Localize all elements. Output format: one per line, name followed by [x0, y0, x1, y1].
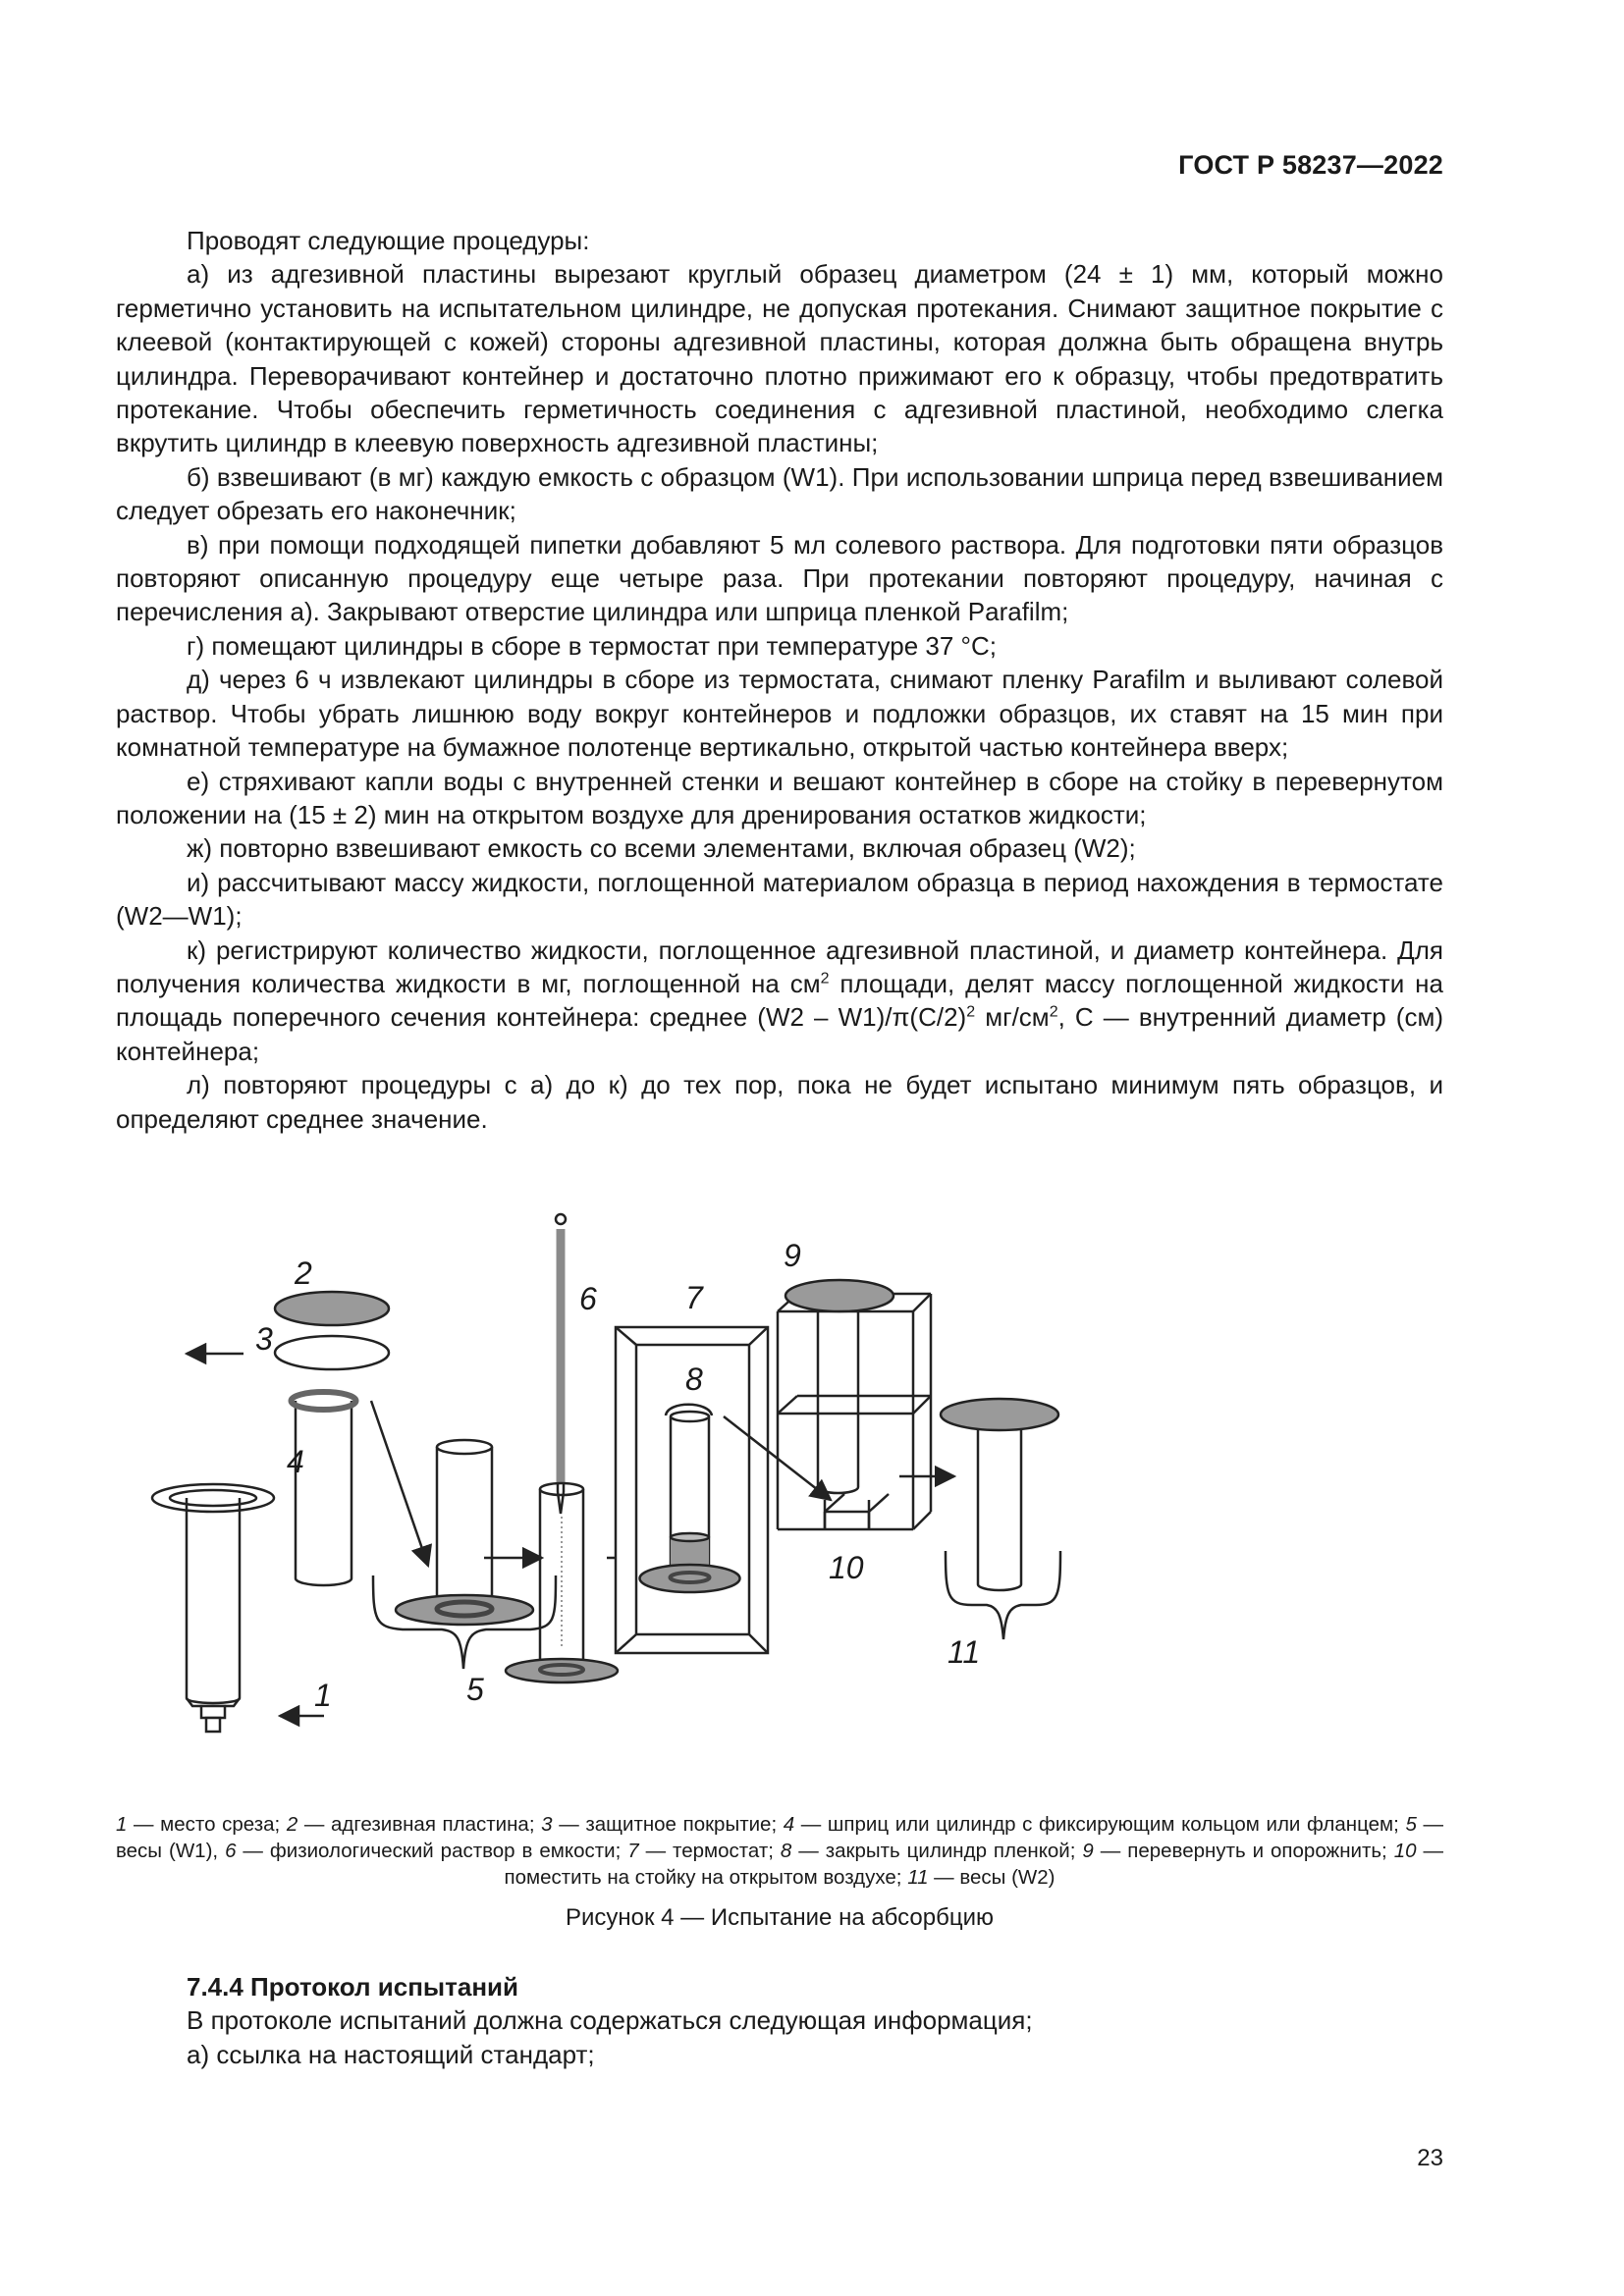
- label-5: 5: [466, 1672, 484, 1707]
- label-4: 4: [287, 1444, 304, 1479]
- label-2: 2: [295, 1255, 312, 1291]
- section-intro: В протоколе испытаний должна содержаться следующая информация;: [187, 2005, 1033, 2036]
- item-k-part1: к) регистрируют количество жидкости, поглощенное адгезивной пластиной, и диаметр контейнера. Для получения количества жидкости в мг, поглощенной на см: [116, 934, 1443, 998]
- legend-num-7: 7: [627, 1840, 639, 1862]
- label-11: 11: [947, 1634, 981, 1670]
- scale-w1-assembly: [373, 1440, 556, 1669]
- cylinder-to-scale-arrow: [371, 1401, 428, 1566]
- item-k-part2: площади, делят массу поглощенной жидкости на площадь поперечного сечения контейнера: среднее (W2 – W1)/π(C/2): [116, 968, 1443, 1033]
- protective-cover-disc: [275, 1336, 389, 1369]
- adhesive-plate-disc: [275, 1292, 389, 1325]
- procedure-item-i: и) рассчитывают массу жидкости, поглощенной материалом образца в период нахождения в термостате (W2—W1);: [116, 867, 1443, 932]
- procedure-item-zh: ж) повторно взвешивают емкость со всеми элементами, включая образец (W2);: [187, 833, 1136, 864]
- legend-num-6: 6: [225, 1840, 237, 1862]
- procedure-item-b: б) взвешивают (в мг) каждую емкость с образцом (W1). При использовании шприца перед взвешиванием следует обрезать его наконечник;: [116, 461, 1443, 526]
- legend-text-2: — адгезивная пластина;: [298, 1813, 542, 1836]
- absorption-test-figure: [118, 1207, 1453, 1796]
- procedure-item-e: е) стряхивают капли воды с внутренней стенки и вешают контейнер в сборе на стойку в перевернутом положении на (15 ± 2) мин на открытом воздухе для дренирования остатков жидкости;: [116, 766, 1443, 829]
- procedure-item-g: г) помещают цилиндры в сборе в термостат при температуре 37 °C;: [187, 630, 997, 661]
- legend-text-10: — поместить на стойку на открытом воздухе;: [504, 1840, 1443, 1889]
- legend-num-11: 11: [907, 1866, 929, 1889]
- label-6: 6: [579, 1281, 597, 1316]
- section-item-a: а) ссылка на настоящий стандарт;: [187, 2039, 595, 2069]
- label-10: 10: [829, 1550, 864, 1585]
- legend-num-4: 4: [783, 1813, 795, 1836]
- legend-num-3: 3: [541, 1813, 553, 1836]
- label-8: 8: [685, 1362, 703, 1397]
- procedure-text: [116, 224, 1443, 1136]
- procedure-item-a: а) из адгезивной пластины вырезают круглый образец диаметром (24 ± 1) мм, который можно герметично установить на испытательном цилиндре, не допуская протекания. Снимают защитное покрытие с клеевой (контактирующей с кожей) стороны адгезивной пластины, которая должна быть обращена внутрь цилиндра. Переворачивают контейнер и достаточно плотно прижимают его к образцу, чтобы предотвратить протекание. Чтобы обеспечить герметичность соединения с адгезивной пластиной, необходимо слегка вкрутить цилиндр в клеевую поверхность адгезивной пластины;: [116, 259, 1443, 458]
- label-3: 3: [255, 1321, 273, 1357]
- legend-num-8: 8: [780, 1840, 792, 1862]
- legend-text-6: — физиологический раствор в емкости;: [236, 1840, 628, 1862]
- section-7-4-4: [187, 1970, 1443, 2071]
- label-9: 9: [784, 1238, 801, 1273]
- label-1: 1: [314, 1678, 332, 1713]
- figure-drawing: [118, 1207, 1453, 1796]
- legend-num-1: 1: [116, 1813, 128, 1836]
- figure-legend: [116, 1811, 1443, 1891]
- superscript-2: 2: [966, 1003, 976, 1021]
- open-cylinder: [292, 1392, 356, 1585]
- label-7: 7: [685, 1280, 703, 1315]
- procedure-intro: Проводят следующие процедуры:: [187, 226, 590, 255]
- drying-rack: [778, 1294, 931, 1529]
- legend-text-9: — перевернуть и опорожнить;: [1093, 1840, 1394, 1862]
- figure-caption: Рисунок 4 — Испытание на абсорбцию: [565, 1904, 995, 1931]
- legend-text-4: — шприц или цилиндр с фиксирующим кольцом или фланцем;: [794, 1813, 1406, 1836]
- legend-num-10: 10: [1393, 1840, 1417, 1862]
- legend-num-5: 5: [1405, 1813, 1417, 1836]
- item-k-part3: мг/см: [975, 1002, 1050, 1033]
- legend-text-7: — термостат;: [638, 1840, 781, 1862]
- legend-num-9: 9: [1082, 1840, 1094, 1862]
- scale-w2-assembly: [941, 1399, 1060, 1639]
- legend-text-3: — защитное покрытие;: [552, 1813, 784, 1836]
- legend-text-1: — место среза;: [127, 1813, 287, 1836]
- superscript-2: 2: [820, 970, 830, 988]
- section-heading: 7.4.4 Протокол испытаний: [187, 1972, 518, 2002]
- legend-num-2: 2: [286, 1813, 298, 1836]
- legend-text-8: — закрыть цилиндр пленкой;: [791, 1840, 1083, 1862]
- legend-text-5: — весы (W1),: [116, 1813, 1443, 1862]
- page-number: 23: [1417, 2145, 1443, 2171]
- procedure-item-d: д) через 6 ч извлекают цилиндры в сборе из термостата, снимают пленку Parafilm и выливают солевой раствор. Чтобы убрать лишнюю воду вокруг контейнеров и подложки образцов, их ставят на 15 мин при комнатной температуре на бумажное полотенце вертикально, открытой частью контейнера вверх;: [116, 665, 1443, 763]
- procedure-item-k: [116, 934, 1443, 1069]
- superscript-2: 2: [1049, 1003, 1058, 1021]
- syringe-with-flange: [152, 1484, 274, 1732]
- procedure-item-v: в) при помощи подходящей пипетки добавляют 5 мл солевого раствора. Для подготовки пяти образцов повторяют описанную процедуру еще четыре раза. При протекании повторяют процедуру, начиная с перечисления а). Закрывают отверстие цилиндра или шприца пленкой Parafilm;: [116, 529, 1443, 627]
- item-k-part4: , C — внутренний диаметр (см) контейнера;: [116, 1002, 1443, 1066]
- procedure-item-l: л) повторяют процедуры с а) до к) до тех пор, пока не будет испытано минимум пять образцов, и определяют среднее значение.: [116, 1070, 1443, 1134]
- legend-text-11: — весы (W2): [928, 1866, 1056, 1889]
- standard-number: ГОСТ Р 58237—2022: [1178, 150, 1443, 180]
